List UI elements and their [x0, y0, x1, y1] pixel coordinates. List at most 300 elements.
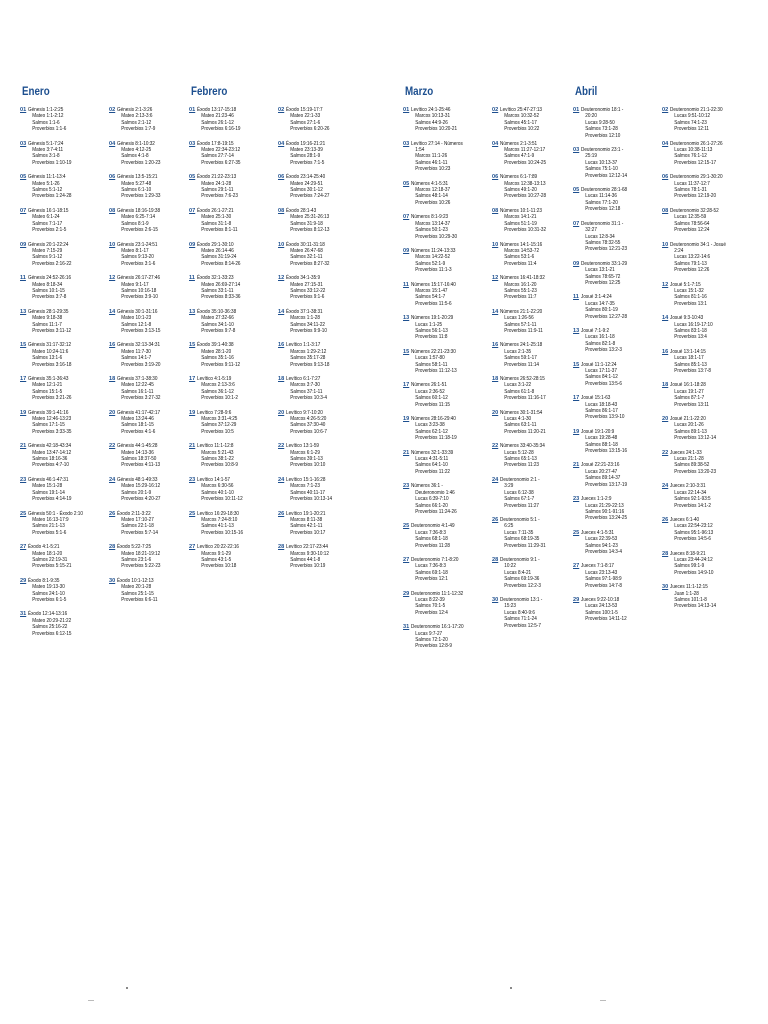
reading-line: Salmos 81:1-16 [674, 294, 707, 301]
reading-line: Proverbios 11:23 [504, 462, 540, 469]
reading-line: Salmos 78:1-31 [674, 187, 707, 194]
reading-line: Proverbios 6:27-35 [201, 159, 241, 166]
day-number: 05 [189, 174, 196, 181]
reading-line: Salmos 15:1-5 [32, 388, 63, 395]
reading-line: Proverbios 10:13-14 [290, 496, 333, 503]
reading-line: Levítico 11:1-12:8 [197, 443, 234, 450]
reading-line: Salmos 44:9-26 [415, 119, 448, 126]
reading-line: Números 21:1-22:20 [500, 308, 543, 315]
reading-list [286, 443, 363, 469]
reading-line: Números 26:1-51 [411, 382, 447, 389]
reading-line: Mateo 19:13-30 [32, 584, 65, 591]
reading-line: Salmos 23:1-6 [121, 556, 152, 563]
month-title: Enero [22, 86, 50, 98]
reading-line: Salmos 95:1-96:13 [674, 529, 714, 536]
reading-list [117, 174, 194, 200]
day-number: 09 [403, 247, 410, 254]
reading-line: Deuteronomio 26:1-27:26 [670, 140, 723, 147]
reading-list [117, 376, 194, 402]
reading-line: Proverbios 1:20-23 [121, 159, 161, 166]
reading-line: Salmos 40:11-17 [290, 489, 326, 496]
reading-line: Proverbios 14:5-6 [674, 536, 711, 543]
reading-line: Mateo 11:7-30 [121, 348, 151, 355]
reading-line: Proverbios 4:1-6 [121, 428, 156, 435]
day-number: 03 [20, 140, 27, 147]
reading-line: Proverbios 7:6-23 [201, 193, 238, 200]
reading-line: Deuteronomio 4:1-49 [411, 523, 455, 530]
day-number: 01 [189, 107, 196, 113]
reading-line: Éxodo 26:1-27:21 [197, 207, 234, 214]
day-entry [278, 342, 363, 368]
day-entry [403, 248, 488, 274]
reading-line: Mateo 15:29-16:12 [121, 483, 161, 490]
day-number: 04 [662, 140, 669, 147]
reading-line: Números 4:1-5:31 [411, 180, 449, 187]
reading-line: Proverbios 10:8-9 [201, 462, 238, 469]
day-number: 19 [573, 428, 580, 435]
reading-line: Génesis 2:1-3:26 [117, 107, 153, 113]
reading-line: Mateo 22:1-33 [290, 113, 321, 120]
reading-line: Proverbios 14:1-2 [674, 502, 711, 509]
reading-line: Éxodo 19:16-21:21 [286, 140, 326, 147]
reading-line: Mateo 23:13-39 [290, 147, 323, 154]
reading-line: Proverbios 9:13-18 [290, 361, 330, 368]
reading-line: Proverbios 12:21-23 [585, 246, 628, 253]
day-entry [20, 309, 105, 335]
day-entry [492, 174, 577, 200]
day-number: 19 [189, 409, 196, 416]
reading-list [286, 342, 363, 368]
reading-line: Deuteronomio 7:1-8:20 [411, 556, 459, 563]
day-entry [403, 315, 488, 341]
day-entry [278, 309, 363, 335]
reading-line: Números 15:17-16:40 [411, 281, 456, 288]
day-entry [20, 477, 105, 503]
day-entry [573, 107, 658, 139]
reading-list [500, 174, 577, 200]
day-number: 18 [278, 376, 285, 382]
reading-line: Proverbios 10:27-28 [504, 193, 547, 200]
day-entry [189, 208, 274, 234]
reading-line: Lucas 3:1-22 [504, 382, 532, 389]
reading-line: Génesis 50:1 - Éxodo 2:10 [28, 510, 83, 517]
reading-list [411, 214, 488, 240]
day-number: 23 [189, 476, 196, 483]
reading-line: Lucas 17:11-37 [585, 368, 617, 374]
reading-line: Jueces 11:1-12:15 [670, 584, 708, 591]
reading-line: Marcos 15:1-47 [415, 287, 448, 294]
reading-list [581, 462, 658, 488]
day-entry [573, 187, 658, 213]
day-entry [20, 242, 105, 268]
reading-line: Números 28:16-29:40 [411, 416, 456, 423]
day-entry [403, 141, 488, 173]
reading-list [286, 208, 363, 234]
reading-line: Salmos 49:1-20 [504, 187, 537, 194]
reading-line: Salmos 55:1-23 [504, 287, 537, 294]
day-entry [662, 382, 747, 408]
reading-line: Génesis 41:17-42:17 [117, 409, 161, 416]
reading-line: Salmos 17:1-15 [32, 422, 65, 429]
day-entry [403, 450, 488, 476]
reading-line: Lucas 18:18-43 [585, 401, 618, 408]
reading-line: Números 2:1-3:51 [500, 140, 538, 147]
reading-line: Mateo 18:1-20 [32, 550, 63, 557]
reading-line: Proverbios 10:5 [201, 428, 234, 435]
reading-line: Marcos 14:53-72 [504, 247, 540, 254]
month-march [403, 86, 581, 658]
reading-line: Deuteronomio 9:1 - [500, 556, 540, 563]
reading-line: Marcos 1:29-2:12 [290, 348, 327, 355]
reading-line: Salmos 19:1-14 [32, 489, 65, 496]
reading-list [581, 530, 658, 556]
reading-list [117, 578, 194, 604]
reading-line: Génesis 39:1-41:16 [28, 409, 69, 416]
reading-line: Números 14:1-15:16 [500, 241, 543, 248]
reading-list [28, 477, 105, 503]
reading-list [500, 208, 577, 234]
reading-line: Deuteronomio 1:46 [415, 489, 455, 496]
reading-list [581, 147, 658, 179]
reading-line: Proverbios 13:17-19 [585, 481, 628, 488]
reading-line: Josué 5:1-7:15 [670, 281, 701, 288]
reading-list [286, 107, 363, 133]
day-number: 28 [492, 556, 499, 563]
reading-line: Salmos 41:1-13 [201, 523, 234, 530]
day-number: 01 [20, 107, 27, 113]
reading-line: Salmos 80:1-19 [585, 307, 618, 314]
reading-list [411, 624, 488, 650]
reading-line: Lucas 20:27-47 [585, 468, 618, 475]
reading-line: Deuteronomio 2:1 - [500, 476, 540, 483]
reading-line: Proverbios 14:13-14 [674, 603, 717, 610]
reading-line: Lucas 9:51-10:12 [674, 113, 711, 120]
reading-line: Mateo 3:7-4:11 [32, 147, 64, 154]
reading-line: Salmos 48:1-14 [415, 193, 448, 200]
reading-list [28, 578, 105, 604]
reading-line: Salmos 39:1-13 [290, 456, 323, 463]
reading-list [117, 342, 194, 368]
day-entry [109, 107, 194, 133]
reading-line: Marcos 10:13-31 [415, 113, 451, 120]
reading-line: Proverbios 6:12-15 [32, 630, 72, 637]
reading-line: Salmos 12:1-8 [121, 321, 152, 328]
day-number: 06 [109, 174, 116, 181]
reading-list [500, 309, 577, 335]
reading-list [286, 511, 363, 537]
day-number: 11 [189, 275, 195, 282]
reading-line: Salmos 66:1-20 [415, 502, 448, 509]
reading-line: Salmos 22:19-31 [32, 556, 68, 563]
reading-line: Salmos 69:1-18 [415, 569, 448, 576]
reading-line: Mateo 16:13-17:9 [32, 516, 69, 523]
day-column [278, 107, 363, 578]
reading-line: Levítico 7:28-9:6 [197, 409, 232, 416]
reading-line: Salmos 92:1-93:5 [674, 496, 711, 503]
reading-list [28, 174, 105, 200]
day-number: 18 [492, 376, 499, 382]
reading-line: Salmos 89:38-52 [674, 462, 710, 469]
day-number: 21 [573, 462, 580, 469]
day-number: 24 [492, 476, 499, 483]
day-entry [403, 591, 488, 617]
reading-line: Proverbios 3:13-15 [121, 327, 161, 334]
reading-line: Mateo 7:15-29 [32, 247, 63, 254]
day-number: 02 [109, 107, 116, 113]
reading-line: Salmos 35:1-16 [201, 355, 234, 362]
reading-line: Génesis 1:1-2:25 [28, 107, 64, 113]
day-entry [662, 517, 747, 543]
reading-line: Salmos 78:32-55 [585, 239, 621, 246]
reading-line: Salmos 26:1-12 [201, 119, 234, 126]
day-number: 08 [662, 207, 669, 214]
reading-line: Marcos 10:32-52 [504, 113, 540, 120]
reading-line: Salmos 97:1-98:9 [585, 576, 622, 583]
reading-line: Salmos 1:1-6 [32, 119, 60, 126]
reading-line: Mateo 2:13-3:6 [121, 113, 153, 120]
day-number: 21 [189, 443, 196, 450]
reading-line: Proverbios 12:19-20 [674, 193, 717, 200]
reading-line: Mateo 13:24-46 [121, 416, 154, 423]
reading-line: Mateo 22:34-23:12 [201, 147, 241, 154]
reading-line: Salmos 40:1-10 [201, 489, 234, 496]
reading-line: Levítico 25:47-27:13 [500, 107, 543, 113]
day-column [573, 107, 658, 631]
reading-line: Lucas 11:14-36 [585, 193, 617, 200]
reading-line: Lucas 2:36-52 [415, 388, 445, 395]
reading-list [286, 544, 363, 570]
day-column [109, 107, 194, 645]
reading-line: Proverbios 1:7-9 [121, 126, 156, 133]
day-number: 08 [492, 207, 499, 214]
reading-line: Lucas 6:12-38 [504, 489, 534, 496]
reading-line: 20:20 [585, 113, 597, 120]
day-number: 02 [492, 107, 499, 113]
reading-line: Lucas 19:28-48 [585, 435, 618, 442]
reading-line: Levítico 24:1-25:46 [411, 107, 451, 113]
reading-line: Salmos 89:1-13 [674, 428, 707, 435]
reading-line: Mateo 8:18-34 [32, 281, 63, 288]
reading-line: Proverbios 12:1 [415, 576, 448, 583]
day-column [403, 107, 488, 658]
reading-line: Proverbios 10:10 [290, 462, 326, 469]
reading-line: Éxodo 13:17-15:18 [197, 107, 237, 113]
reading-line: Proverbios 3:33-35 [32, 428, 72, 435]
reading-line: Números 11:24-13:33 [411, 247, 456, 254]
day-number: 10 [492, 241, 499, 248]
reading-line: Números 8:1-9:23 [411, 214, 449, 221]
reading-line: Proverbios 10:31-32 [504, 227, 547, 234]
day-entry [109, 275, 194, 301]
reading-line: Lucas 3:23-38 [415, 422, 445, 429]
month-title: Marzo [405, 86, 434, 98]
reading-line: Proverbios 10:3-4 [290, 395, 327, 402]
day-number: 04 [492, 140, 499, 147]
reading-list [28, 511, 105, 537]
reading-line: Proverbios 3:7-8 [32, 294, 67, 301]
reading-line: Génesis 23:1-24:51 [117, 241, 158, 248]
reading-line: Proverbios 4:14-19 [32, 496, 72, 503]
day-number: 07 [573, 220, 580, 227]
reading-line: 2:24 [674, 247, 684, 254]
reading-line: Proverbios 7:24-27 [290, 193, 330, 200]
reading-line: Proverbios 1:24-28 [32, 193, 72, 200]
reading-line: Proverbios 8:27-32 [290, 260, 330, 267]
reading-line: Marcos 4:26-5:20 [290, 416, 327, 423]
reading-line: Lucas 4:1-30 [504, 416, 532, 423]
reading-line: Jueces 6:1-40 [670, 516, 700, 523]
reading-line: Jueces 7:1-8:17 [581, 563, 614, 570]
reading-line: Proverbios 8:1-11 [201, 227, 238, 234]
reading-line: Proverbios 10:29-30 [415, 233, 458, 240]
reading-line: Génesis 31:17-32:12 [28, 342, 72, 349]
reading-line: Números 6:1-7:89 [500, 174, 538, 181]
reading-line: Proverbios 1:10-19 [32, 159, 72, 166]
reading-line: Mateo 6:1-24 [32, 214, 60, 221]
day-entry [109, 477, 194, 503]
day-entry [492, 141, 577, 167]
reading-list [117, 410, 194, 436]
reading-line: Josué 22:21-23:16 [581, 462, 620, 469]
reading-line: Proverbios 4:11-13 [121, 462, 161, 469]
reading-list [286, 309, 363, 335]
reading-list [117, 477, 194, 503]
reading-line: Proverbios 3:19-20 [121, 361, 161, 368]
reading-line: Salmos 62:1-12 [415, 428, 448, 435]
reading-line: Números 10:1-11:23 [500, 207, 542, 214]
reading-line: Deuteronomio 34:1 - Josué [670, 241, 726, 248]
reading-line: Levítico 13:1-59 [286, 443, 319, 450]
day-number: 25 [403, 523, 410, 530]
day-entry [20, 174, 105, 200]
reading-line: Proverbios 1:29-33 [121, 193, 161, 200]
day-entry [20, 443, 105, 469]
reading-list [286, 410, 363, 436]
reading-list [117, 275, 194, 301]
day-entry [109, 443, 194, 469]
reading-line: Proverbios 8:14-26 [201, 260, 241, 267]
day-entry [662, 483, 747, 509]
reading-line: Levítico 19:1-20:21 [286, 510, 326, 517]
reading-line: Éxodo 39:1-40:38 [197, 342, 234, 349]
reading-line: Proverbios 10:15-16 [201, 529, 244, 536]
reading-line: Mateo 4:12-25 [121, 147, 152, 154]
reading-line: Éxodo 15:19-17:7 [286, 107, 323, 113]
reading-line: Salmos 85:1-13 [674, 361, 707, 368]
reading-line: Salmos 31:1-8 [201, 220, 232, 227]
reading-line: Proverbios 11:9-11 [504, 327, 543, 334]
reading-line: Proverbios 5:22-23 [121, 563, 161, 570]
day-number: 15 [573, 361, 580, 368]
reading-list [28, 208, 105, 234]
reading-line: Proverbios 12:15-17 [674, 159, 717, 166]
reading-list [197, 174, 274, 200]
day-number: 29 [20, 577, 27, 584]
day-number: 15 [20, 342, 27, 349]
decorative-dot [126, 987, 128, 989]
reading-line: Proverbios 3:1-6 [121, 260, 156, 267]
reading-list [286, 242, 363, 268]
reading-list [670, 483, 747, 509]
reading-line: Lucas 20:1-26 [674, 422, 704, 429]
reading-list [28, 410, 105, 436]
reading-line: Levítico 20:22-22:16 [197, 544, 240, 551]
reading-line: Proverbios 11:1-3 [415, 267, 452, 274]
reading-line: Génesis 48:1-49:33 [117, 476, 158, 483]
reading-line: Mateo 5:27-48 [121, 180, 152, 187]
reading-line: Lucas 9:7-27 [415, 630, 443, 637]
reading-line: Lucas 15:1-32 [674, 287, 704, 294]
day-number: 14 [109, 308, 116, 315]
reading-line: Proverbios 11:16-17 [504, 395, 546, 402]
day-entry [20, 141, 105, 167]
day-entry [189, 309, 274, 335]
reading-line: Salmos 67:1-7 [504, 496, 535, 503]
reading-line: Salmos 18:1-15 [121, 422, 154, 429]
reading-line: Marcos 12:38-13:13 [504, 180, 546, 187]
reading-line: Mateo 12:46-13:23 [32, 416, 72, 423]
reading-line: Marcos 6:1-29 [290, 449, 320, 456]
reading-line: Proverbios 13:12-14 [674, 435, 717, 442]
reading-line: Génesis 24:52-26:16 [28, 275, 72, 282]
day-number: 30 [492, 596, 499, 603]
reading-line: Éxodo 10:1-12:13 [117, 577, 154, 584]
reading-line: Génesis 35:1-36:43 [28, 376, 69, 382]
reading-line: Levítico 14:1-57 [197, 476, 230, 483]
reading-line: Proverbios 9:1-6 [290, 294, 325, 301]
reading-line: Proverbios 2:6-15 [121, 227, 158, 234]
reading-line: Proverbios 7:1-5 [290, 159, 325, 166]
reading-line: Mateo 15:1-28 [32, 483, 63, 490]
reading-line: Josué 19:1-20:9 [581, 428, 615, 435]
day-number: 06 [662, 174, 669, 181]
month-columns [189, 107, 367, 578]
reading-list [117, 107, 194, 133]
reading-line: Éxodo 5:22-7:25 [117, 544, 152, 551]
day-number: 13 [573, 327, 580, 334]
reading-line: Lucas 16:19-17:10 [674, 321, 713, 328]
reading-line: 3:29 [504, 483, 514, 490]
day-entry [492, 275, 577, 301]
day-entry [278, 511, 363, 537]
day-entry [109, 309, 194, 335]
reading-line: Proverbios 11:20-21 [504, 428, 546, 435]
day-number: 07 [403, 214, 410, 221]
day-number: 26 [492, 516, 499, 523]
reading-line: Proverbios 13:2-3 [585, 347, 622, 354]
reading-line: Proverbios 14:3-4 [585, 548, 622, 555]
day-entry [109, 242, 194, 268]
day-entry [189, 141, 274, 167]
day-number: 27 [573, 563, 580, 570]
reading-line: Salmos 101:1-8 [674, 596, 707, 603]
reading-line: Mateo 24:29-51 [290, 180, 323, 187]
reading-line: Salmos 37:30-40 [290, 422, 326, 429]
reading-line: Salmos 42:1-11 [290, 523, 323, 530]
reading-line: Proverbios 10:22 [504, 126, 540, 133]
day-entry [189, 443, 274, 469]
reading-list [581, 362, 658, 388]
reading-line: Génesis 5:1-7:24 [28, 140, 64, 147]
reading-line: Lucas 13:1-21 [585, 267, 615, 274]
reading-line: Proverbios 10:1-2 [201, 395, 238, 402]
reading-line: Salmos 58:1-11 [415, 361, 448, 368]
day-number: 20 [662, 416, 669, 423]
day-number: 27 [20, 544, 27, 551]
day-entry [573, 530, 658, 556]
reading-line: Salmos 9:1-12 [32, 254, 63, 261]
day-entry [573, 429, 658, 455]
